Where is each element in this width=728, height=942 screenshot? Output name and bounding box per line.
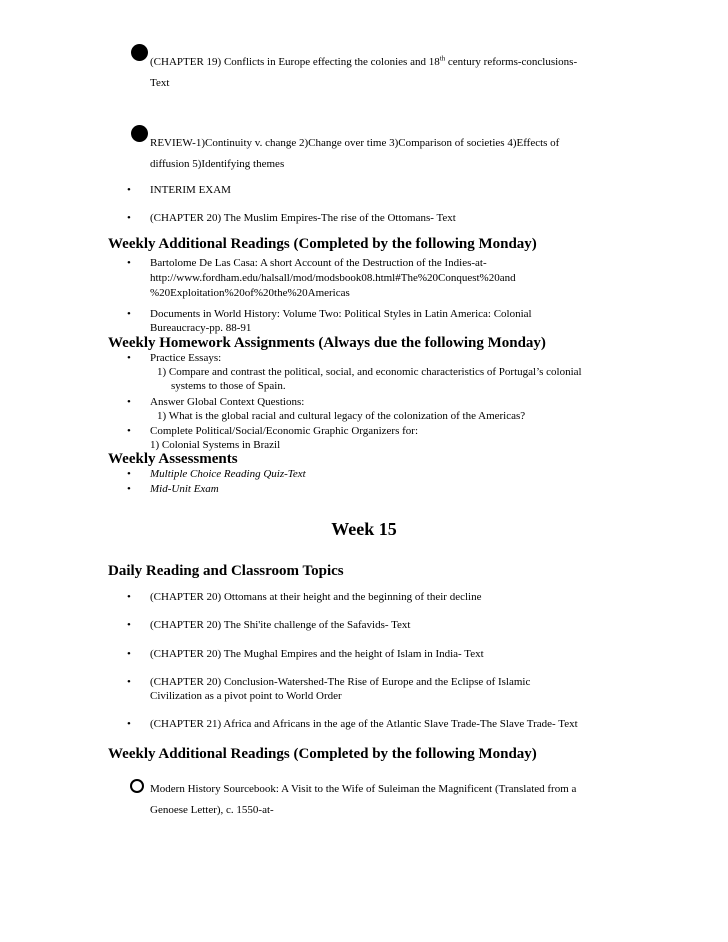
bullet: •: [127, 591, 131, 603]
section-heading: Weekly Additional Readings (Completed by the following Monday): [108, 236, 537, 252]
list-item-text: (CHAPTER 20) The Mughal Empires and the height of Islam in India- Text: [150, 648, 484, 660]
list-item-subtext: 1) Compare and contrast the political, social, and economic characteristics of Portugal’s colonial: [157, 366, 582, 378]
bullet: •: [127, 468, 131, 480]
list-item-text: (CHAPTER 21) Africa and Africans in the age of the Atlantic Slave Trade-The Slave Trade- Text: [150, 718, 578, 730]
bullet: •: [127, 425, 131, 437]
list-item-text: http://www.fordham.edu/halsall/mod/modsbook08.html#The%20Conquest%20and: [150, 272, 516, 284]
bullet: •: [127, 396, 131, 408]
list-item-text: Complete Political/Social/Economic Graphic Organizers for:: [150, 425, 419, 437]
bullet: •: [127, 352, 131, 364]
bullet: •: [127, 648, 131, 660]
list-item-text: INTERIM EXAM: [150, 184, 231, 196]
big-bullet: [131, 44, 148, 61]
list-item-text: Mid-Unit Exam: [150, 483, 219, 495]
list-item-text: diffusion 5)Identifying themes: [150, 158, 285, 170]
list-item-text: (CHAPTER 20) Conclusion-Watershed-The Rise of Europe and the Eclipse of Islamic: [150, 676, 531, 688]
list-item-subtext: 1) What is the global racial and cultural legacy of the colonization of the Americas?: [157, 410, 526, 422]
bullet: •: [127, 184, 131, 196]
bullet: •: [127, 619, 131, 631]
list-item-subtext: 1) Colonial Systems in Brazil: [150, 439, 281, 451]
list-item-subtext: systems to those of Spain.: [171, 380, 286, 392]
bullet: •: [127, 308, 131, 320]
list-item-text: REVIEW-1)Continuity v. change 2)Change over time 3)Comparison of societies 4)Effects of: [150, 137, 560, 149]
list-item-text: Modern History Sourcebook: A Visit to the Wife of Suleiman the Magnificent (Translated from a: [150, 783, 577, 795]
list-item-text: Genoese Letter), c. 1550-at-: [150, 804, 274, 816]
section-heading: Weekly Homework Assignments (Always due the following Monday): [108, 335, 546, 351]
list-item-text: Answer Global Context Questions:: [150, 396, 305, 408]
list-item-text: (CHAPTER 20) The Muslim Empires-The rise of the Ottomans- Text: [150, 212, 456, 224]
list-item-text: (CHAPTER 20) Ottomans at their height and the beginning of their decline: [150, 591, 482, 603]
section-heading: Weekly Assessments: [108, 451, 238, 467]
list-item-text: Text: [150, 77, 170, 89]
list-item-text: Civilization as a pivot point to World Order: [150, 690, 342, 702]
list-item-text: Multiple Choice Reading Quiz-Text: [150, 468, 306, 480]
week-title: Week 15: [331, 519, 397, 539]
ring-bullet: [130, 779, 144, 793]
bullet: •: [127, 676, 131, 688]
list-item-text: %20Exploitation%20of%20the%20Americas: [150, 287, 350, 299]
list-item-text: Documents in World History: Volume Two: Political Styles in Latin America: Colonial: [150, 308, 532, 320]
big-bullet: [131, 125, 148, 142]
bullet: •: [127, 212, 131, 224]
bullet: •: [127, 718, 131, 730]
bullet: •: [127, 257, 131, 269]
list-item-text: Bureaucracy-pp. 88-91: [150, 322, 252, 334]
section-heading: Daily Reading and Classroom Topics: [108, 563, 344, 579]
list-item-text: (CHAPTER 19) Conflicts in Europe effecting the colonies and 18th century reforms-conclusions-: [150, 54, 578, 68]
section-heading: Weekly Additional Readings (Completed by the following Monday): [108, 746, 537, 762]
list-item-text: Bartolome De Las Casa: A short Account of the Destruction of the Indies-at-: [150, 257, 487, 269]
list-item-text: (CHAPTER 20) The Shi'ite challenge of the Safavids- Text: [150, 619, 411, 631]
bullet: •: [127, 483, 131, 495]
list-item-text: Practice Essays:: [150, 352, 222, 364]
